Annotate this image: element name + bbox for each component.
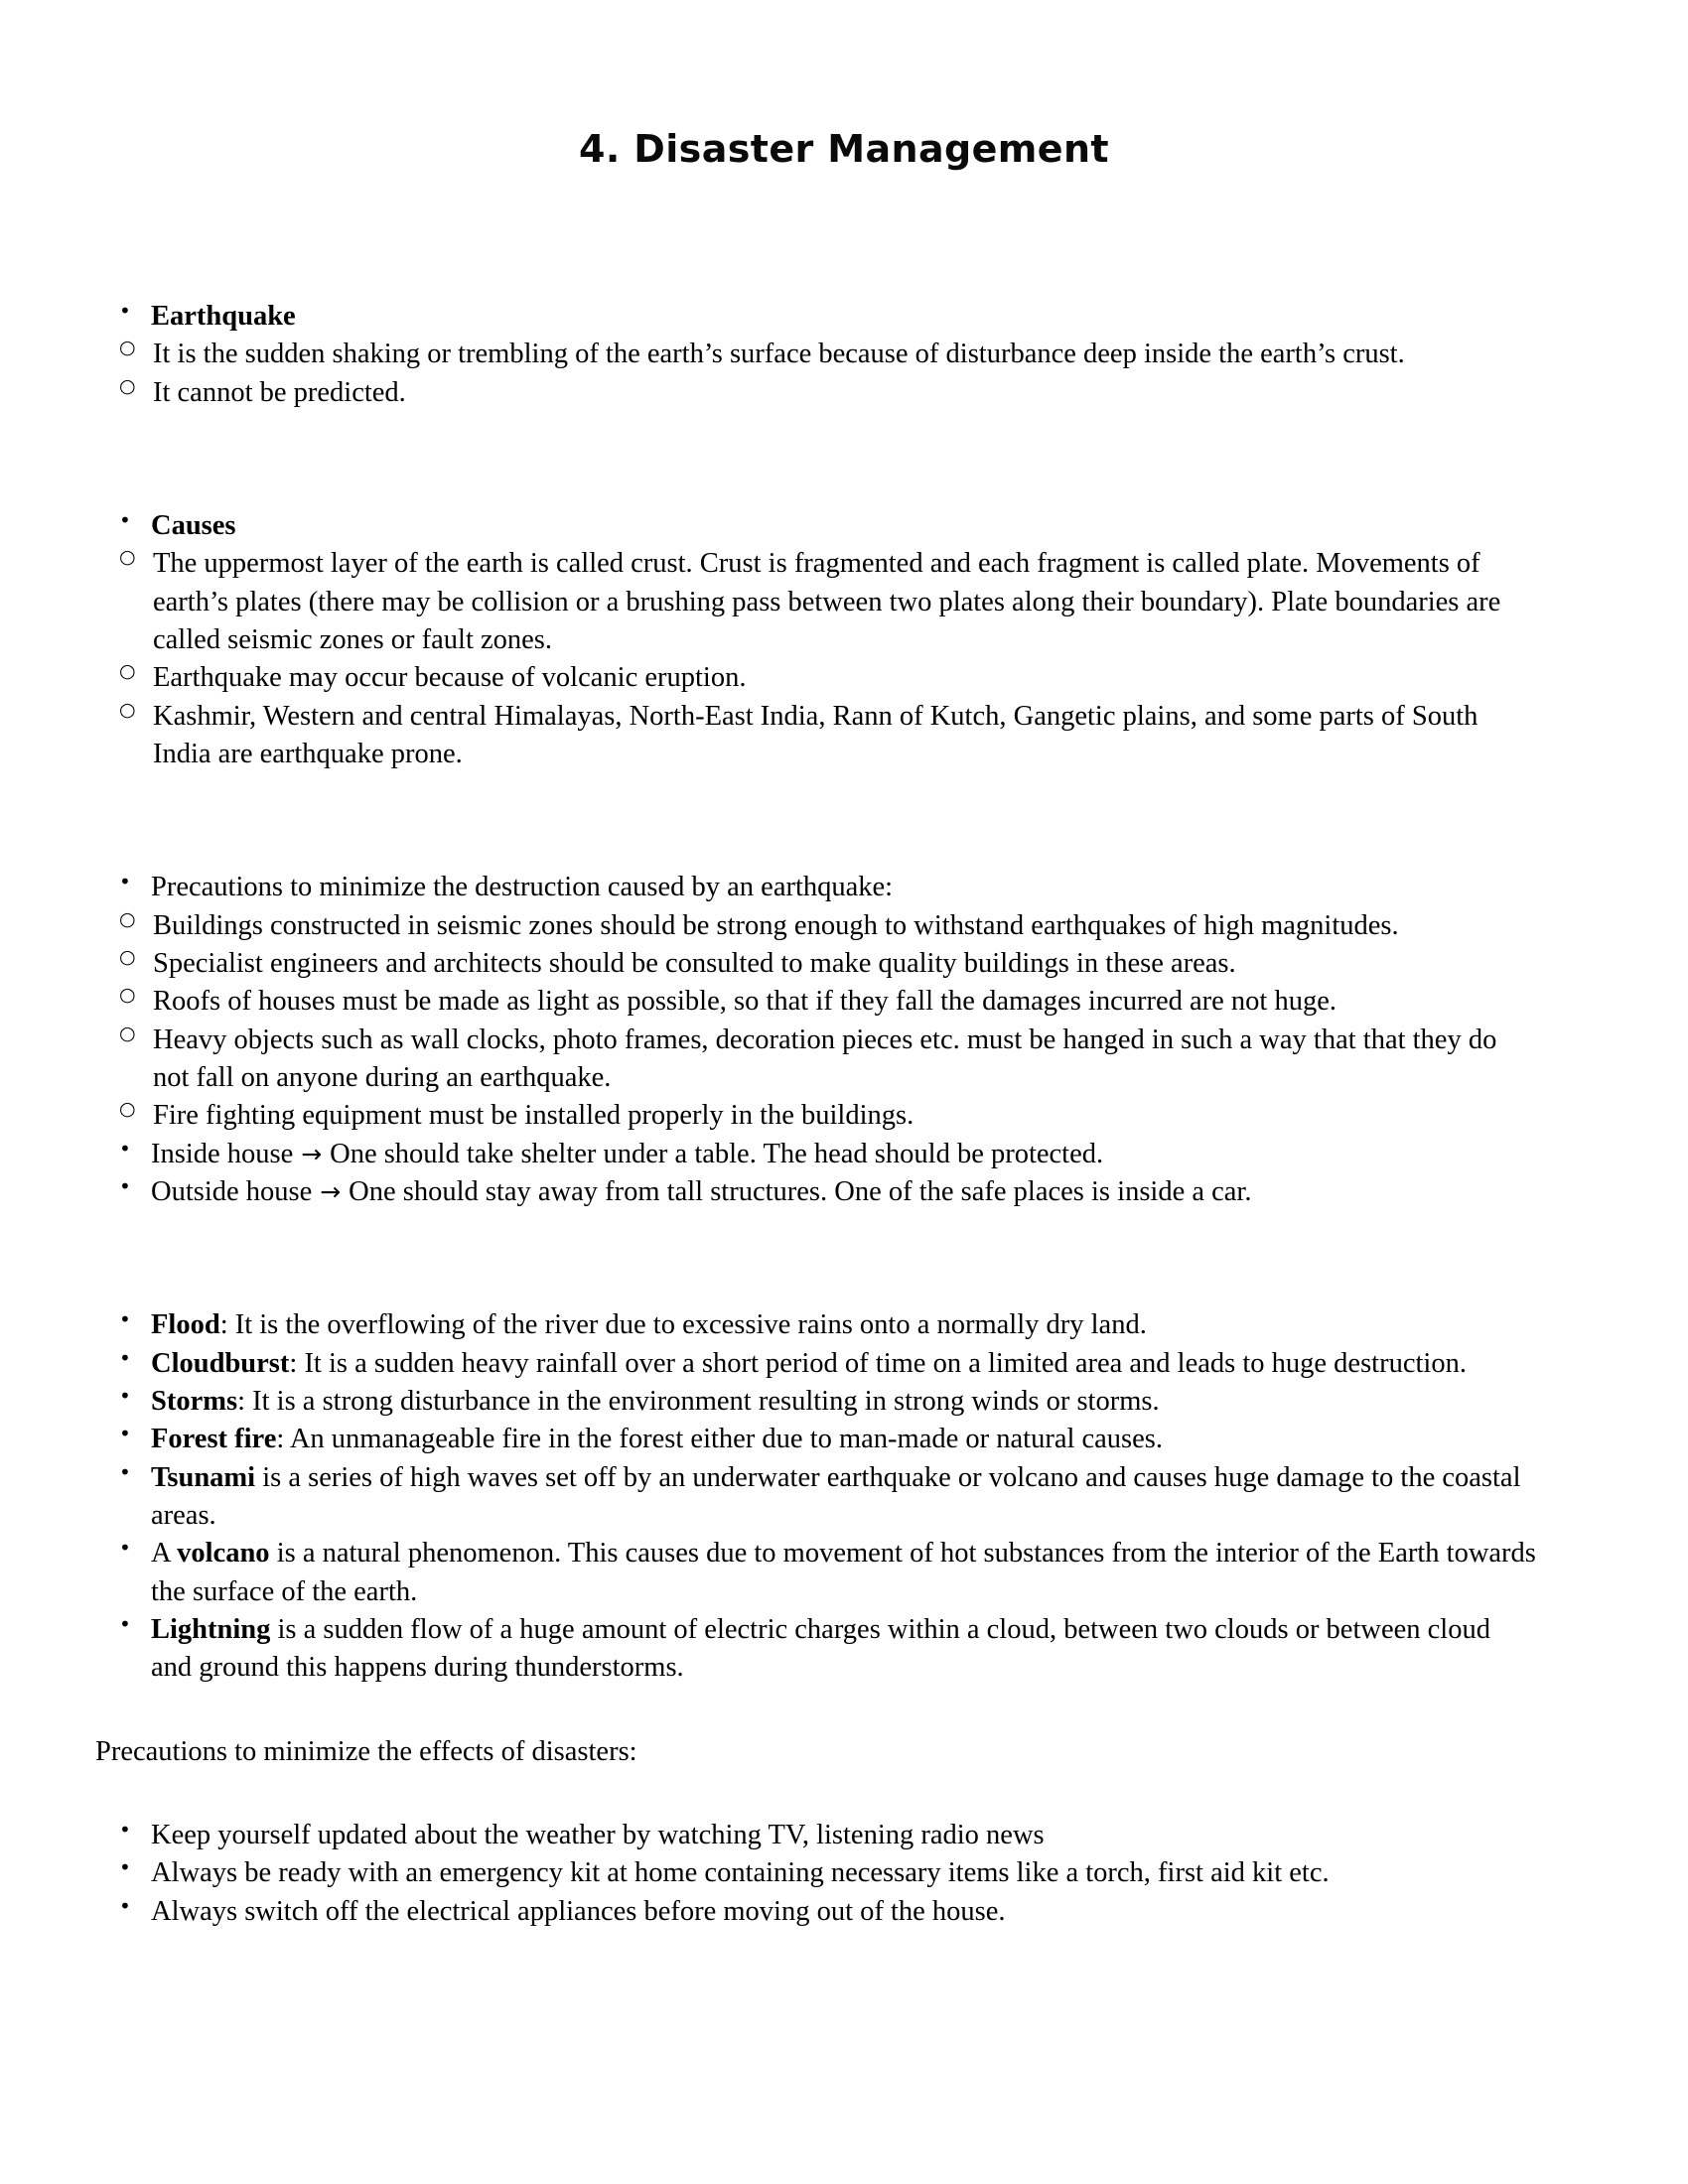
- disaster-description: It is a strong disturbance in the environment resulting in strong winds or storms.: [252, 1385, 1160, 1417]
- spacer: [95, 1688, 1537, 1733]
- disaster-separator: :: [289, 1347, 305, 1379]
- disaster-separator: :: [237, 1385, 253, 1417]
- sub-bullet-icon: ○: [119, 698, 136, 721]
- disaster-term: volcano: [177, 1538, 270, 1570]
- sub-list-wrapper: [95, 336, 1537, 412]
- sub-bullet-icon: ○: [119, 907, 136, 930]
- list-item: [95, 1383, 1537, 1421]
- document-body: [95, 298, 1537, 1931]
- list-item: [95, 1535, 1537, 1611]
- list-item-text: The uppermost layer of the earth is called crust. Crust is fragmented and each fragment is called plate. Movements of earth’s plates (there may be collision or a brushing pass between two plates along their boundary). Plate boundaries are called seismic zones or fault zones.: [153, 548, 1501, 655]
- spacer: [95, 1771, 1537, 1817]
- list-item-text: Buildings constructed in seismic zones should be strong enough to withstand earthquakes of high magnitudes.: [153, 909, 1399, 941]
- disaster-description: is a sudden flow of a huge amount of electric charges within a cloud, between two clouds or between cloud and ground this happens during thunderstorms.: [151, 1613, 1490, 1684]
- list-item: [95, 659, 1537, 697]
- list-item: [95, 983, 1537, 1021]
- section-precautions-disasters: [95, 1817, 1537, 1931]
- disaster-term: Flood: [151, 1309, 220, 1341]
- disaster-term: Storms: [151, 1385, 238, 1417]
- bullet-icon: •: [119, 299, 131, 323]
- sub-list-wrapper: [95, 907, 1537, 1136]
- bullet-icon: •: [119, 1817, 131, 1842]
- list-item: [95, 1136, 1537, 1173]
- list-item-text: It cannot be predicted.: [153, 376, 406, 408]
- section-causes: [95, 507, 1537, 773]
- section-heading-precautions-earthquake: Precautions to minimize the destruction caused by an earthquake:: [151, 872, 894, 903]
- sub-bullet-icon: ○: [119, 1022, 136, 1044]
- list-item: [95, 1421, 1537, 1458]
- list-item-text: Always be ready with an emergency kit at home containing necessary items like a torch, first aid kit etc.: [151, 1857, 1330, 1889]
- disaster-description: is a natural phenomenon. This causes due to movement of hot substances from the interior of the Earth towards the surface of the earth.: [151, 1538, 1536, 1607]
- disaster-prefix: A: [151, 1538, 178, 1570]
- list-item-text: It is the sudden shaking or trembling of the earth’s surface because of disturbance deep inside the earth’s crust.: [153, 339, 1405, 370]
- inside-house-label: Inside house: [151, 1138, 294, 1169]
- bullet-icon: •: [119, 1855, 131, 1880]
- bullet-icon: •: [119, 1459, 131, 1484]
- outside-house-label: Outside house: [151, 1175, 313, 1207]
- list-item: [95, 1817, 1537, 1854]
- disaster-term: Lightning: [151, 1613, 271, 1645]
- list-item: [95, 1306, 1537, 1344]
- list-item-text: Kashmir, Western and central Himalayas, North-East India, Rann of Kutch, Gangetic plains, and some parts of South India are earthquake prone.: [153, 700, 1478, 769]
- disaster-description: It is a sudden heavy rainfall over a short period of time on a limited area and leads to huge destruction.: [304, 1347, 1467, 1379]
- disaster-description: It is the overflowing of the river due to excessive rains onto a normally dry land.: [234, 1309, 1147, 1341]
- list-item: [95, 507, 1537, 545]
- list-item-text: Roofs of houses must be made as light as possible, so that if they fall the damages incurred are not huge.: [153, 986, 1336, 1018]
- bullet-icon: •: [119, 1173, 131, 1198]
- arrow-icon: →: [312, 1176, 350, 1206]
- list-item: [95, 298, 1537, 336]
- disaster-separator: :: [219, 1309, 235, 1341]
- disaster-description: An unmanageable fire in the forest either due to man-made or natural causes.: [289, 1424, 1164, 1455]
- disaster-separator: [270, 1614, 277, 1645]
- disaster-term: Tsunami: [151, 1461, 256, 1493]
- list-item: [95, 1459, 1537, 1536]
- disaster-term: Cloudburst: [151, 1347, 290, 1379]
- sub-bullet-icon: ○: [119, 546, 136, 569]
- list-item-text: Fire fighting equipment must be installed properly in the buildings.: [153, 1100, 914, 1132]
- list-item-text: Earthquake may occur because of volcanic eruption.: [153, 662, 747, 694]
- sub-bullet-icon: ○: [119, 984, 136, 1007]
- list-item: [95, 1854, 1537, 1892]
- bullet-icon: •: [119, 1422, 131, 1446]
- section-precautions-earthquake: [95, 869, 1537, 1211]
- list-item: [95, 1611, 1537, 1688]
- section-heading-earthquake: Earthquake: [151, 301, 296, 332]
- sub-bullet-icon: ○: [119, 337, 136, 359]
- disaster-separator: :: [276, 1424, 290, 1455]
- sub-list-wrapper: [95, 545, 1537, 773]
- earthquake-sub-list: [95, 336, 1537, 412]
- inside-house-detail: One should take shelter under a table. The head should be protected.: [330, 1138, 1104, 1169]
- spacer: [95, 773, 1537, 869]
- section-disaster-types: [95, 1306, 1537, 1687]
- bullet-icon: •: [119, 1383, 131, 1408]
- list-item: [95, 545, 1537, 659]
- list-item-text: Always switch off the electrical appliances before moving out of the house.: [151, 1895, 1006, 1927]
- causes-sub-list: [95, 545, 1537, 773]
- bullet-icon: •: [119, 1536, 131, 1561]
- bullet-icon: •: [119, 1893, 131, 1918]
- list-item: [95, 1097, 1537, 1135]
- bullet-icon: •: [119, 870, 131, 894]
- sub-bullet-icon: ○: [119, 374, 136, 397]
- bullet-icon: •: [119, 1136, 131, 1160]
- disaster-description: is a series of high waves set off by an underwater earthquake or volcano and causes huge damage to the coastal areas.: [151, 1461, 1521, 1531]
- outside-house-detail: One should stay away from tall structures. One of the safe places is inside a car.: [349, 1175, 1252, 1207]
- list-item: [95, 1022, 1537, 1098]
- sub-bullet-icon: ○: [119, 660, 136, 683]
- list-item: [95, 869, 1537, 906]
- section-earthquake: [95, 298, 1537, 412]
- list-item: [95, 945, 1537, 983]
- precautions-sub-list: [95, 907, 1537, 1136]
- list-item: [95, 1345, 1537, 1383]
- bullet-icon: •: [119, 507, 131, 532]
- spacer: [95, 412, 1537, 507]
- list-item: [95, 907, 1537, 945]
- arrow-icon: →: [293, 1139, 331, 1168]
- list-item-text: Heavy objects such as wall clocks, photo frames, decoration pieces etc. must be hanged in such a way that that they do not fall on anyone during an earthquake.: [153, 1024, 1497, 1093]
- spacer: [95, 1211, 1537, 1306]
- list-item: [95, 336, 1537, 373]
- list-item: [95, 698, 1537, 774]
- list-item-text: Keep yourself updated about the weather by watching TV, listening radio news: [151, 1819, 1045, 1850]
- list-item: [95, 1173, 1537, 1211]
- bullet-icon: •: [119, 1307, 131, 1332]
- list-item: [95, 1893, 1537, 1931]
- section-heading-precautions-disasters: Precautions to minimize the effects of disasters:: [95, 1735, 637, 1767]
- sub-bullet-icon: ○: [119, 1098, 136, 1121]
- disaster-term: Forest fire: [151, 1424, 277, 1455]
- page-title: 4. Disaster Management: [579, 127, 1109, 171]
- list-item: [95, 374, 1537, 412]
- disaster-separator: [270, 1538, 277, 1569]
- bullet-icon: •: [119, 1611, 131, 1636]
- list-item-text: Specialist engineers and architects should be consulted to make quality buildings in these areas.: [153, 947, 1236, 979]
- section-heading-causes: Causes: [151, 509, 236, 541]
- sub-bullet-icon: ○: [119, 945, 136, 968]
- bullet-icon: •: [119, 1345, 131, 1370]
